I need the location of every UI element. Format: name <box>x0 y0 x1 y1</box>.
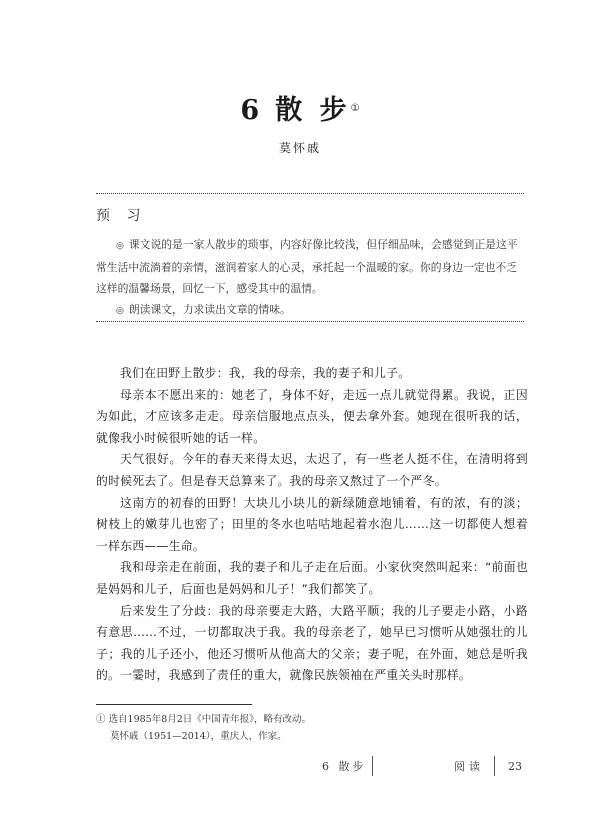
page-footer <box>0 759 600 775</box>
dotted-divider-top <box>96 193 524 194</box>
footnote <box>96 711 526 745</box>
paragraph: 后来发生了分歧：我的母亲要走大路，大路平顺；我的儿子要走小路，小路有意思……不过，一切都取决于我。我的母亲老了，她早已习惯听从她强壮的儿子；我的儿子还小，他还习惯听从他高大的父亲；妻子呢，在外面，她总是听我的。一霎时，我感到了责任的重大，就像民族领袖在严重关头时那样。 <box>96 603 528 683</box>
preview-item <box>96 234 526 299</box>
lesson-title-text: 散 步 <box>275 95 351 126</box>
footer-divider <box>372 756 373 776</box>
title-footnote-marker[interactable]: ① <box>350 103 360 114</box>
lesson-number: 6 <box>240 95 264 126</box>
preview-item <box>96 299 526 322</box>
footnote-rule <box>96 704 252 705</box>
footer-divider <box>494 756 495 776</box>
paragraph: 我和母亲走在前面，我的妻子和儿子走在后面。小家伙突然叫起来：“前面也是妈妈和儿子，后面也是妈妈和儿子！”我们都笑了。 <box>96 560 528 596</box>
preview-item-text: 课文说的是一家人散步的琐事，内容好像比较浅，但仔细品味，会感觉到正是这平常生活中流淌着的亲情，滋润着家人的心灵，承托起一个温暖的家。你的身边一定也不乏这样的温馨场景，回忆一下，感受其中的温情。 <box>96 238 518 295</box>
page-number: 23 <box>508 760 522 773</box>
main-text <box>96 363 528 687</box>
preview-heading: 预 习 <box>96 208 147 224</box>
footer-section: 阅读 <box>454 760 484 773</box>
paragraph: 天气很好。今年的春天来得太迟，太迟了，有一些老人挺不住，在清明将到的时候死去了。但是春天总算来了。我的母亲又熬过了一个严冬。 <box>96 452 528 488</box>
lesson-title <box>0 96 600 126</box>
paragraph: 我们在田野上散步：我，我的母亲，我的妻子和儿子。 <box>120 366 411 380</box>
preview-item-text: 朗读课文，力求读出文章的情味。 <box>128 303 291 316</box>
author-name: 莫怀戚 <box>278 141 321 155</box>
footnote-source: ① 选自1985年8月2日《中国青年报》，略有改动。 <box>96 714 312 725</box>
circle-bullet-icon: ◎ <box>116 306 124 316</box>
dotted-divider-bottom <box>96 321 524 322</box>
paragraph: 这南方的初春的田野！大块儿小块儿的新绿随意地铺着，有的浓，有的淡；树枝上的嫩芽儿也密了；田里的冬水也咕咕地起着水泡儿……这一切都使人想着一样东西——生命。 <box>96 495 528 553</box>
footer-chapter: 6 散步 <box>322 760 367 773</box>
paragraph: 母亲本不愿出来的：她老了，身体不好，走远一点儿就觉得累。我说，正因为如此，才应该多走走。母亲信服地点点头，便去拿外套。她现在很听我的话，就像我小时候很听她的话一样。 <box>96 387 528 445</box>
footnote-author-bio: 莫怀戚（1951—2014），重庆人，作家。 <box>110 731 287 742</box>
preview-section <box>96 234 526 322</box>
circle-bullet-icon: ◎ <box>116 241 124 251</box>
